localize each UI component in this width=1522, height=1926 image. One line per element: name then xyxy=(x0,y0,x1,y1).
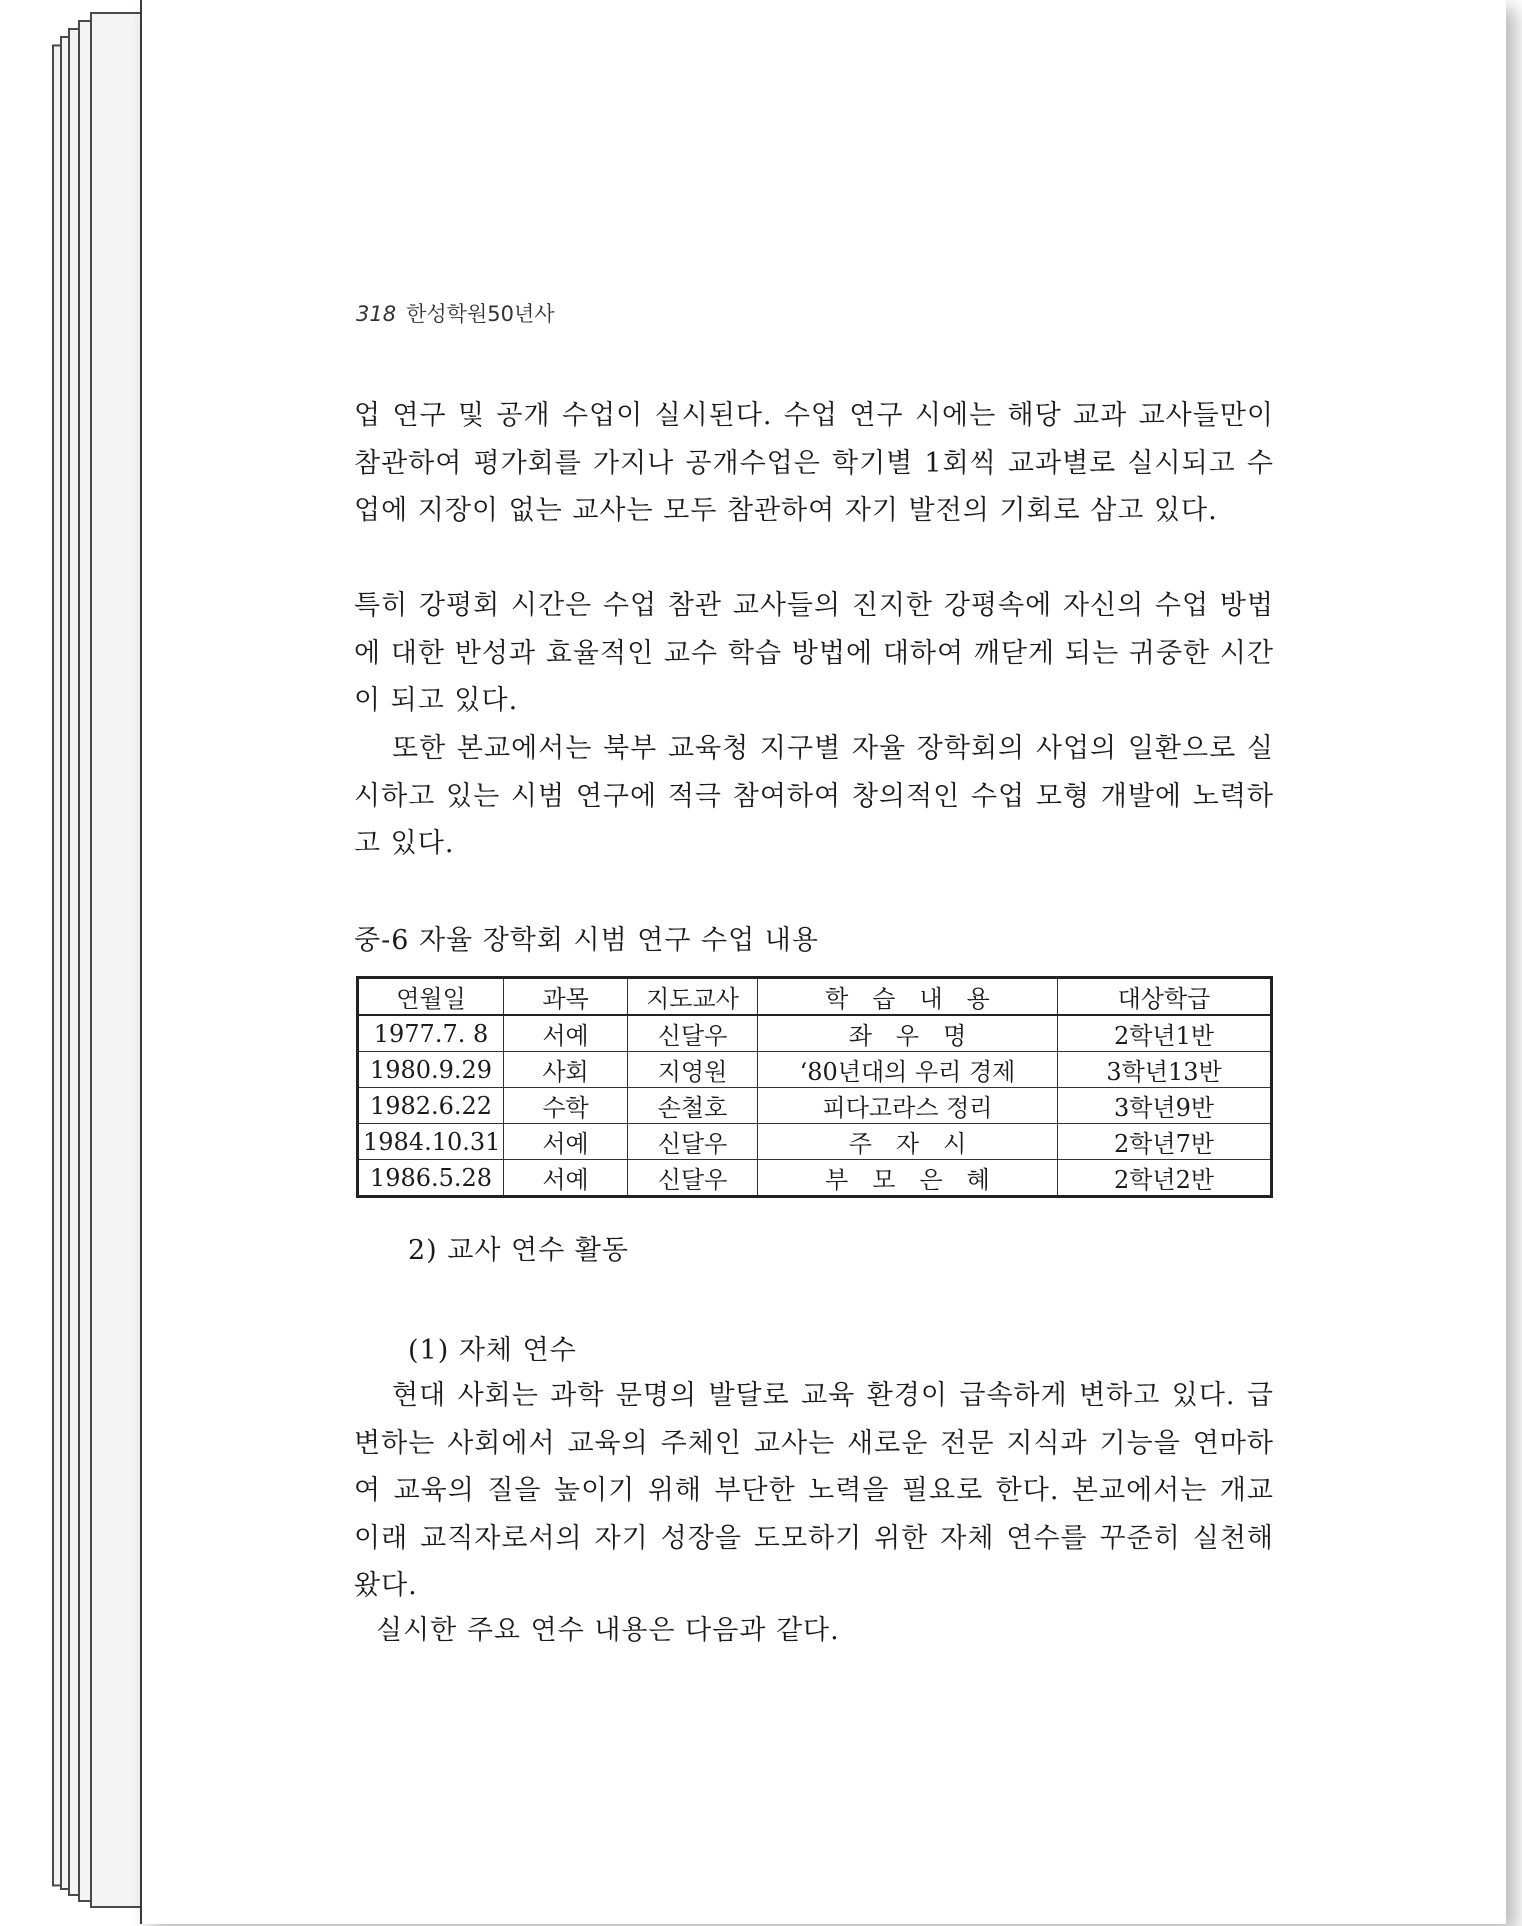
paragraph: 업 연구 및 공개 수업이 실시된다. 수업 연구 시에는 해당 교과 교사들만이 참관하여 평가회를 가지나 공개수업은 학기별 1회씩 교과별로 실시되고 수업에 지장이 없는 교사는 모두 참관하여 자기 발전의 기회로 삼고 있다. xyxy=(354,400,1274,526)
subject-cell: 서예 xyxy=(504,1015,628,1052)
class-cell: 3학년9반 xyxy=(1058,1088,1272,1124)
table-row xyxy=(358,1015,1272,1052)
section-heading: 2) 교사 연수 활동 xyxy=(408,1235,629,1266)
content-cell: ‘80년대의 우리 경제 xyxy=(758,1052,1058,1088)
date-cell: 1984.10.31 xyxy=(358,1124,504,1160)
subsection-heading: (1) 자체 연수 xyxy=(408,1335,577,1366)
column-header: 과목 xyxy=(504,978,628,1016)
table-header-row xyxy=(358,978,1272,1016)
date-cell: 1986.5.28 xyxy=(358,1160,504,1197)
table-row xyxy=(358,1124,1272,1160)
paragraph: 현대 사회는 과학 문명의 발달로 교육 환경이 급속하게 변하고 있다. 급변하는 사회에서 교육의 주체인 교사는 새로운 전문 지식과 기능을 연마하여 교육의 질을 높이기 위해 부단한 노력을 필요로 한다. 본교에서는 개교 이래 교직자로서의 자기 성장을 도모하기 위한 자체 연수를 꾸준히 실천해 왔다. xyxy=(354,1380,1274,1601)
paragraph: 또한 본교에서는 북부 교육청 지구별 자율 장학회의 사업의 일환으로 실시하고 있는 시범 연구에 적극 참여하여 창의적인 수업 모형 개발에 노력하고 있다. xyxy=(354,733,1274,859)
column-header: 연월일 xyxy=(358,978,504,1016)
content-cell: 주 자 시 xyxy=(758,1124,1058,1160)
teacher-cell: 신달우 xyxy=(628,1015,758,1052)
date-cell: 1980.9.29 xyxy=(358,1052,504,1088)
teacher-cell: 지영원 xyxy=(628,1052,758,1088)
column-header: 대상학급 xyxy=(1058,978,1272,1016)
subject-cell: 서예 xyxy=(504,1160,628,1197)
study-lesson-table xyxy=(356,976,1273,1198)
running-header xyxy=(356,298,555,328)
teacher-cell: 신달우 xyxy=(628,1160,758,1197)
content-cell: 피다고라스 정리 xyxy=(758,1088,1058,1124)
subject-cell: 서예 xyxy=(504,1124,628,1160)
table-caption: 중-6 자율 장학회 시범 연구 수업 내용 xyxy=(354,925,819,956)
teacher-cell: 손철호 xyxy=(628,1088,758,1124)
class-cell: 2학년2반 xyxy=(1058,1160,1272,1197)
date-cell: 1977.7. 8 xyxy=(358,1015,504,1052)
table-row xyxy=(358,1088,1272,1124)
teacher-cell: 신달우 xyxy=(628,1124,758,1160)
content-cell: 좌 우 명 xyxy=(758,1015,1058,1052)
subject-cell: 수학 xyxy=(504,1088,628,1124)
class-cell: 2학년1반 xyxy=(1058,1015,1272,1052)
subject-cell: 사회 xyxy=(504,1052,628,1088)
column-header: 학 습 내 용 xyxy=(758,978,1058,1016)
book-title: 한성학원50년사 xyxy=(406,302,555,326)
page-number: 318 xyxy=(356,302,397,326)
class-cell: 3학년13반 xyxy=(1058,1052,1272,1088)
table-row xyxy=(358,1052,1272,1088)
paragraph: 특히 강평회 시간은 수업 참관 교사들의 진지한 강평속에 자신의 수업 방법에 대한 반성과 효율적인 교수 학습 방법에 대하여 깨닫게 되는 귀중한 시간이 되고 있다. xyxy=(354,590,1274,716)
class-cell: 2학년7반 xyxy=(1058,1124,1272,1160)
table-row xyxy=(358,1160,1272,1197)
paragraph: 실시한 주요 연수 내용은 다음과 같다. xyxy=(376,1615,840,1646)
column-header: 지도교사 xyxy=(628,978,758,1016)
content-cell: 부 모 은 혜 xyxy=(758,1160,1058,1197)
date-cell: 1982.6.22 xyxy=(358,1088,504,1124)
